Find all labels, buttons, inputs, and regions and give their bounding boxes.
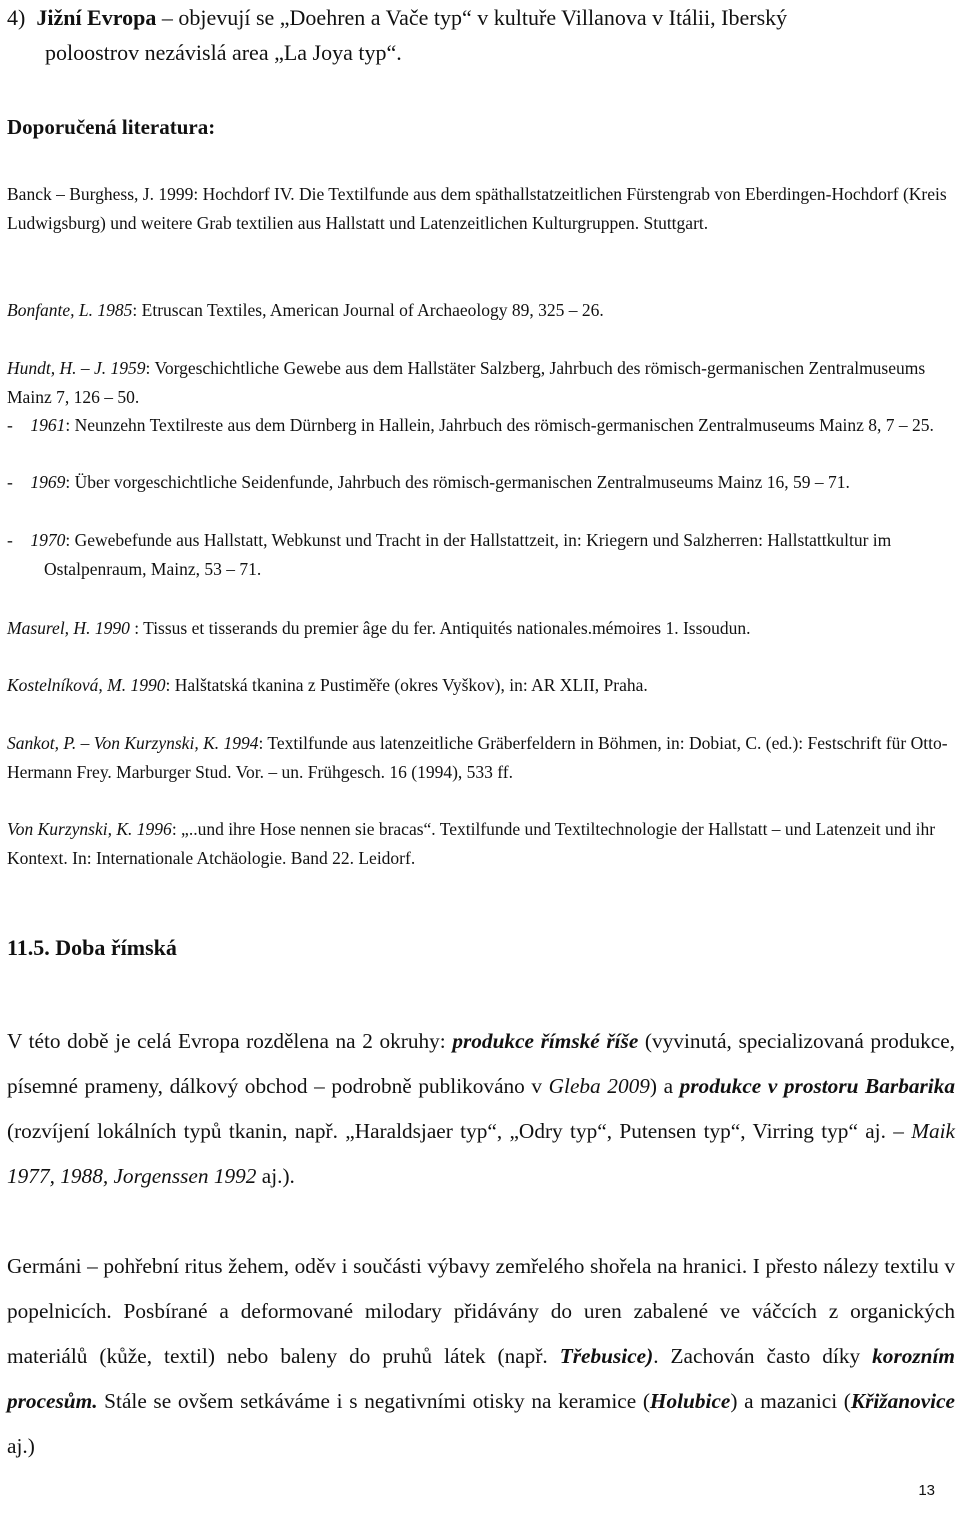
text-run: Germáni – pohřební ritus žehem, oděv i součásti výbavy zemřelého shořela na hranici. I přesto nálezy textilu v popelnicích. Posbírané a deformované milodary přidávány do uren zabalené ve váčcích z organických materiálů (kůže, textil) nebo baleny do pruhů látek (např. — [7, 1254, 955, 1368]
paragraph-roman-period — [7, 1019, 955, 1199]
section-heading: 11.5. Doba římská — [7, 935, 177, 960]
region-name: Jižní Evropa — [36, 5, 157, 30]
reference-text: : Textilfunde aus latenzeitliche Gräberfeldern in Böhmen, in: Dobiat, C. (ed.): Festschrift für Otto-Hermann Frey. Marburger Stud. Vor. – un. Frühgesch. 16 (1994), 533 ff. — [7, 733, 948, 782]
emphasis-text: Třebusice) — [559, 1344, 654, 1368]
reference-author: Sankot, P. – Von Kurzynski, K. 1994 — [7, 733, 259, 753]
reference-entry — [7, 468, 960, 497]
reference-year: 1961 — [30, 415, 66, 435]
text-run: (vyvinutá, specializovaná produkce, písemné prameny, dálkový obchod – podrobně publikováno v — [7, 1029, 955, 1098]
reference-text: : „..und ihre Hose nennen sie bracas“. Textilfunde und Textiltechnologie der Hallstatt – und Latenzeit und ihr Kontext. In: Internationale Atchäologie. Band 22. Leidorf. — [7, 819, 936, 868]
reference-author: Hundt, H. – J. 1959 — [7, 358, 146, 378]
reference-entry — [7, 729, 953, 786]
reference-entry — [7, 671, 953, 700]
text-run: ) a — [649, 1074, 680, 1098]
emphasis-text: produkce v prostoru Barbarika — [679, 1074, 955, 1098]
text-run: V této době je celá Evropa rozdělena na 2 okruhy: — [7, 1029, 453, 1053]
reference-text: : Über vorgeschichtliche Seidenfunde, Jahrbuch des römisch-germanischen Zentralmuseums Mainz 16, 59 – 71. — [65, 472, 850, 492]
reference-text: : Gewebefunde aus Hallstatt, Webkunst und Tracht in der Hallstattzeit, in: Kriegern und Salzherren: Hallstattkultur im Ostalpenraum, Mainz, 53 – 71. — [44, 530, 892, 579]
list-dash: - — [7, 472, 13, 492]
item-number: 4) — [7, 5, 26, 30]
text-run: aj.) — [7, 1434, 35, 1458]
reference-entry — [7, 354, 953, 411]
reference-entry — [7, 614, 953, 643]
reference-text: : Etruscan Textiles, American Journal of Archaeology 89, 325 – 26. — [132, 300, 604, 320]
reference-text: : Neunzehn Textilreste aus dem Dürnberg in Hallein, Jahrbuch des römisch-germanischen Zentralmuseums Mainz 8, 7 – 25. — [65, 415, 934, 435]
reference-text: : Vorgeschichtliche Gewebe aus dem Hallstäter Salzberg, Jahrbuch des römisch-germanischen Zentralmuseums Mainz 7, 126 – 50. — [7, 358, 926, 407]
text-run: . Zachován často díky — [653, 1344, 873, 1368]
reference-year: 1970 — [30, 530, 66, 550]
list-dash: - — [7, 530, 13, 550]
reference-text: : Hochdorf IV. Die Textilfunde aus dem späthallstatzeitlichen Fürstengrab von Eberdingen-Hochdorf (Kreis Ludwigsburg) und weitere Grab textilien aus Hallstatt und Latenzeitlichen Kulturgruppen. Stuttgart. — [7, 184, 947, 233]
citation: Maik 1977, 1988, Jorgenssen 1992 — [7, 1119, 955, 1188]
reference-author: Masurel, H. 1990 — [7, 618, 130, 638]
reference-author: Bonfante, L. 1985 — [7, 300, 133, 320]
reference-entry — [7, 526, 960, 583]
reference-text: : Halštatská tkanina z Pustiměře (okres Vyškov), in: AR XLII, Praha. — [165, 675, 648, 695]
paragraph-germani — [7, 1244, 955, 1469]
emphasis-text: Holubice — [649, 1389, 731, 1413]
literature-heading: Doporučená literatura: — [7, 115, 216, 139]
text-run: aj.). — [256, 1164, 295, 1188]
emphasis-text: produkce římské říše — [452, 1029, 639, 1053]
text-run: (rozvíjení lokálních typů tkanin, např. „Haraldsjaer typ“, „Odry typ“, Putensen typ“, Virring typ“ aj. – — [7, 1119, 912, 1143]
reference-text: : Tissus et tisserands du premier âge du fer. Antiquités nationales.mémoires 1. Issoudun. — [129, 618, 751, 638]
reference-entry — [7, 411, 960, 440]
reference-entry — [7, 296, 953, 325]
citation: Gleba 2009 — [548, 1074, 650, 1098]
reference-entry — [7, 180, 953, 237]
item-4-jizni-evropa — [7, 0, 953, 70]
text-run: Stále se ovšem setkáváme i s negativními otisky na keramice ( — [97, 1389, 650, 1413]
emphasis-text: Křižanovice — [850, 1389, 956, 1413]
reference-author: Kostelníková, M. 1990 — [7, 675, 166, 695]
list-dash: - — [7, 415, 13, 435]
text-run: ) a mazanici ( — [730, 1389, 851, 1413]
reference-author: Von Kurzynski, K. 1996 — [7, 819, 172, 839]
reference-entry — [7, 815, 953, 872]
emphasis-text: korozním procesům. — [7, 1344, 955, 1413]
reference-year: 1969 — [30, 472, 66, 492]
item-text-continued: poloostrov nezávislá area „La Joya typ“. — [45, 40, 402, 65]
item-text: – objevují se „Doehren a Vače typ“ v kultuře Villanova v Itálii, Iberský — [156, 5, 788, 30]
reference-author: Banck – Burghess, J. 1999 — [7, 184, 194, 204]
page-number: 13 — [918, 1482, 935, 1499]
